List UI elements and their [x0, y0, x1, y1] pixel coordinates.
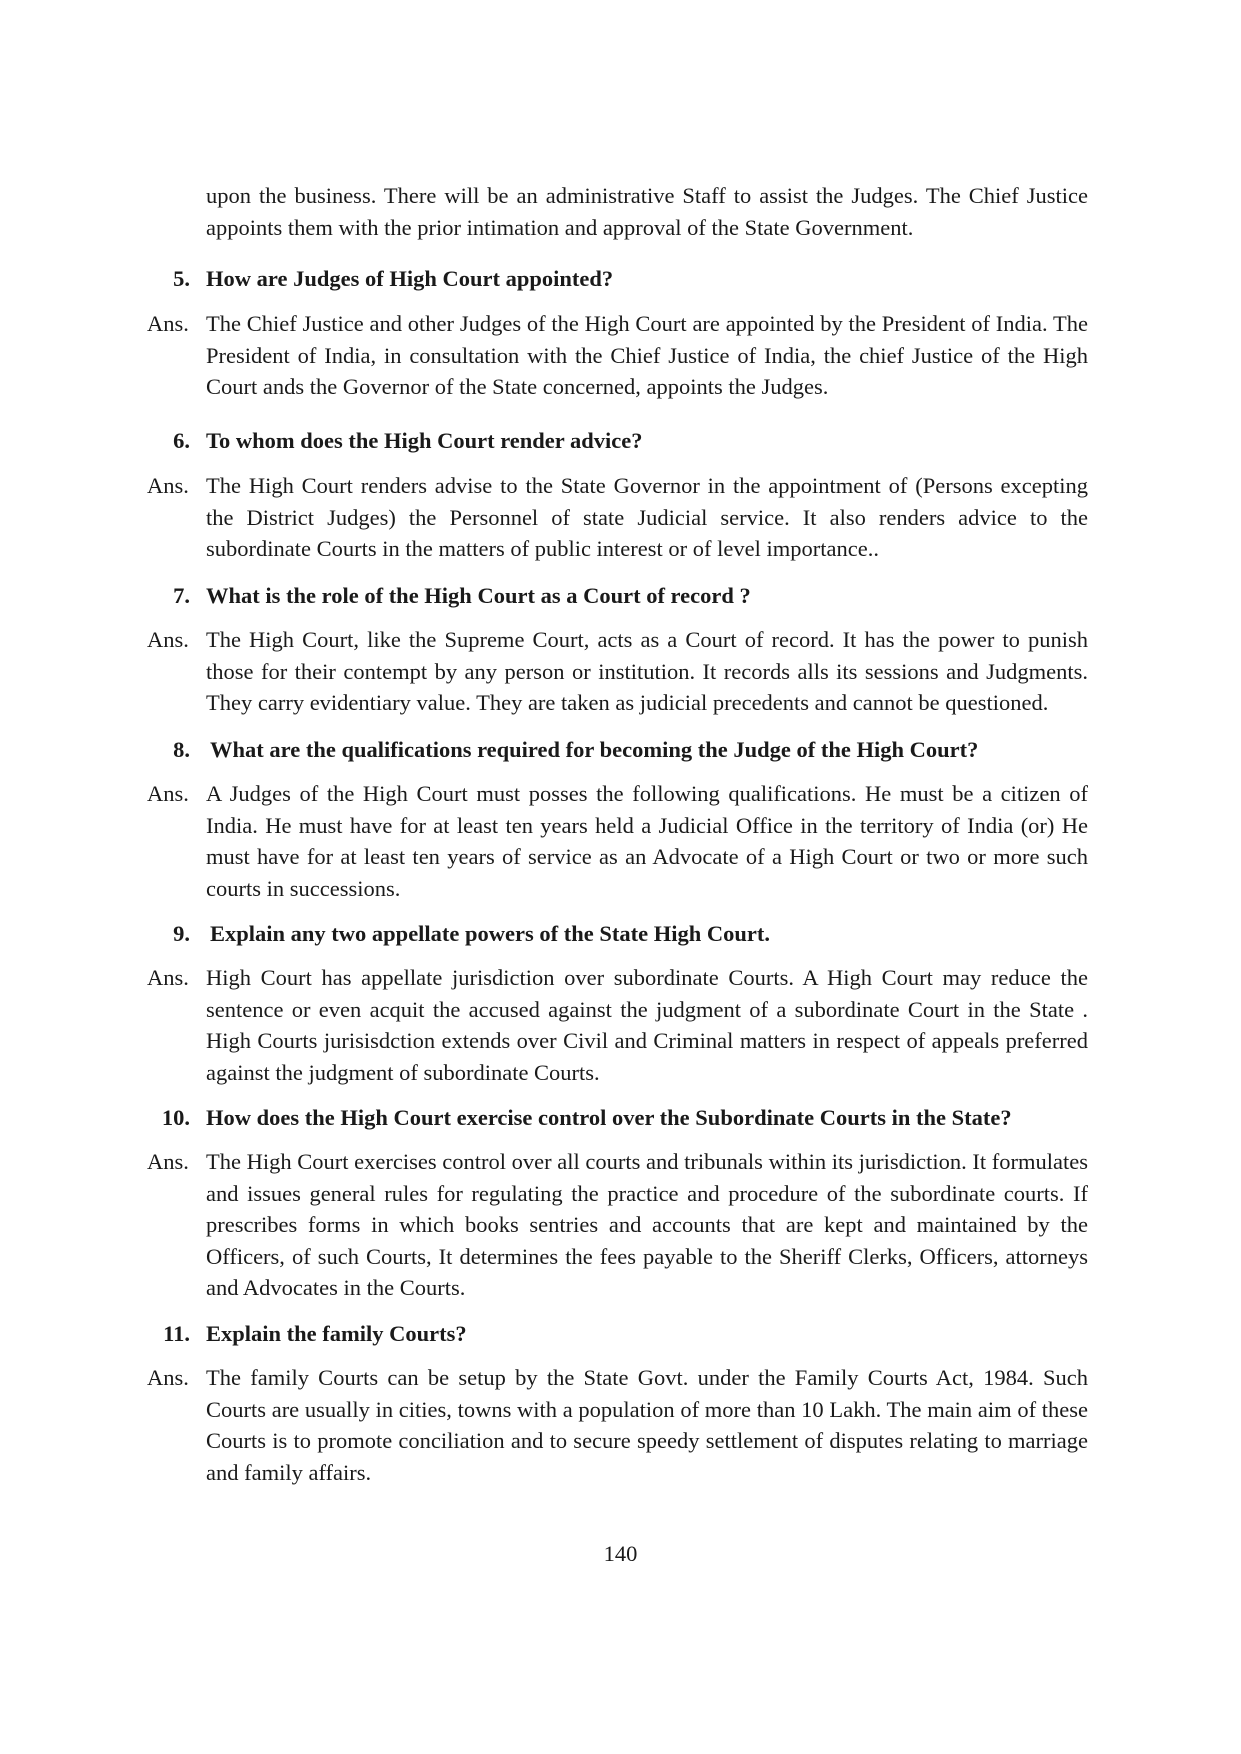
question-number: 5. — [173, 266, 190, 291]
answer-label: Ans. — [147, 1149, 189, 1174]
answer-paragraph: The High Court renders advise to the State Governor in the appointment of (Persons excepting the District Judges) the Personnel of state Judicial service. It also renders advice to the subordinate Courts in the matters of public interest or of level importance.. — [206, 473, 1088, 561]
question-number: 6. — [173, 428, 190, 453]
intro-paragraph: upon the business. There will be an administrative Staff to assist the Judges. The Chief Justice appoints them with the prior intimation and approval of the State Government. — [206, 183, 1088, 240]
question-number: 10. — [161, 1105, 190, 1130]
answer-paragraph: A Judges of the High Court must posses the following qualifications. He must be a citizen of India. He must have for at least ten years held a Judicial Office in the territory of India (or) He must have for at least ten years of service as an Advocate of a High Court or two or more such courts in successions. — [206, 781, 1088, 901]
answer-label: Ans. — [147, 473, 189, 498]
question-heading: Explain any two appellate powers of the State High Court. — [210, 921, 771, 946]
answer-paragraph: The High Court, like the Supreme Court, acts as a Court of record. It has the power to punish those for their contempt by any person or institution. It records alls its sessions and Judgments. They carry evidentiary value. They are taken as judicial precedents and cannot be questioned. — [206, 627, 1088, 715]
question-heading: What is the role of the High Court as a Court of record ? — [206, 583, 751, 608]
question-number: 7. — [173, 583, 190, 608]
answer-label: Ans. — [147, 627, 189, 652]
question-heading: What are the qualifications required for becoming the Judge of the High Court? — [210, 737, 979, 762]
answer-label: Ans. — [147, 1365, 189, 1390]
question-heading: How are Judges of High Court appointed? — [206, 266, 614, 291]
answer-paragraph: The Chief Justice and other Judges of the High Court are appointed by the President of India. The President of India, in consultation with the Chief Justice of India, the chief Justice of the High Court ands the Governor of the State concerned, appoints the Judges. — [206, 311, 1088, 399]
question-heading: Explain the family Courts? — [206, 1321, 467, 1346]
answer-paragraph: The family Courts can be setup by the State Govt. under the Family Courts Act, 1984. Such Courts are usually in cities, towns with a population of more than 10 Lakh. The main aim of these Courts is to promote conciliation and to secure speedy settlement of disputes relating to marriage and family affairs. — [206, 1365, 1088, 1485]
question-number: 11. — [163, 1321, 190, 1346]
page-number: 140 — [603, 1541, 638, 1566]
question-number: 9. — [173, 921, 190, 946]
question-heading: To whom does the High Court render advice? — [206, 428, 643, 453]
question-heading: How does the High Court exercise control over the Subordinate Courts in the State? — [206, 1105, 1012, 1130]
answer-label: Ans. — [147, 781, 189, 806]
answer-paragraph: High Court has appellate jurisdiction over subordinate Courts. A High Court may reduce the sentence or even acquit the accused against the judgment of a subordinate Court in the State . High Courts jurisisdction extends over Civil and Criminal matters in respect of appeals preferred against the judgment of subordinate Courts. — [206, 965, 1088, 1085]
answer-paragraph: The High Court exercises control over all courts and tribunals within its jurisdiction. It formulates and issues general rules for regulating the practice and procedure of the subordinate courts. If prescribes forms in which books sentries and accounts that are kept and maintained by the Officers, of such Courts, It determines the fees payable to the Sheriff Clerks, Officers, attorneys and Advocates in the Courts. — [206, 1149, 1088, 1300]
question-number: 8. — [173, 737, 190, 762]
answer-label: Ans. — [147, 311, 189, 336]
answer-label: Ans. — [147, 965, 189, 990]
